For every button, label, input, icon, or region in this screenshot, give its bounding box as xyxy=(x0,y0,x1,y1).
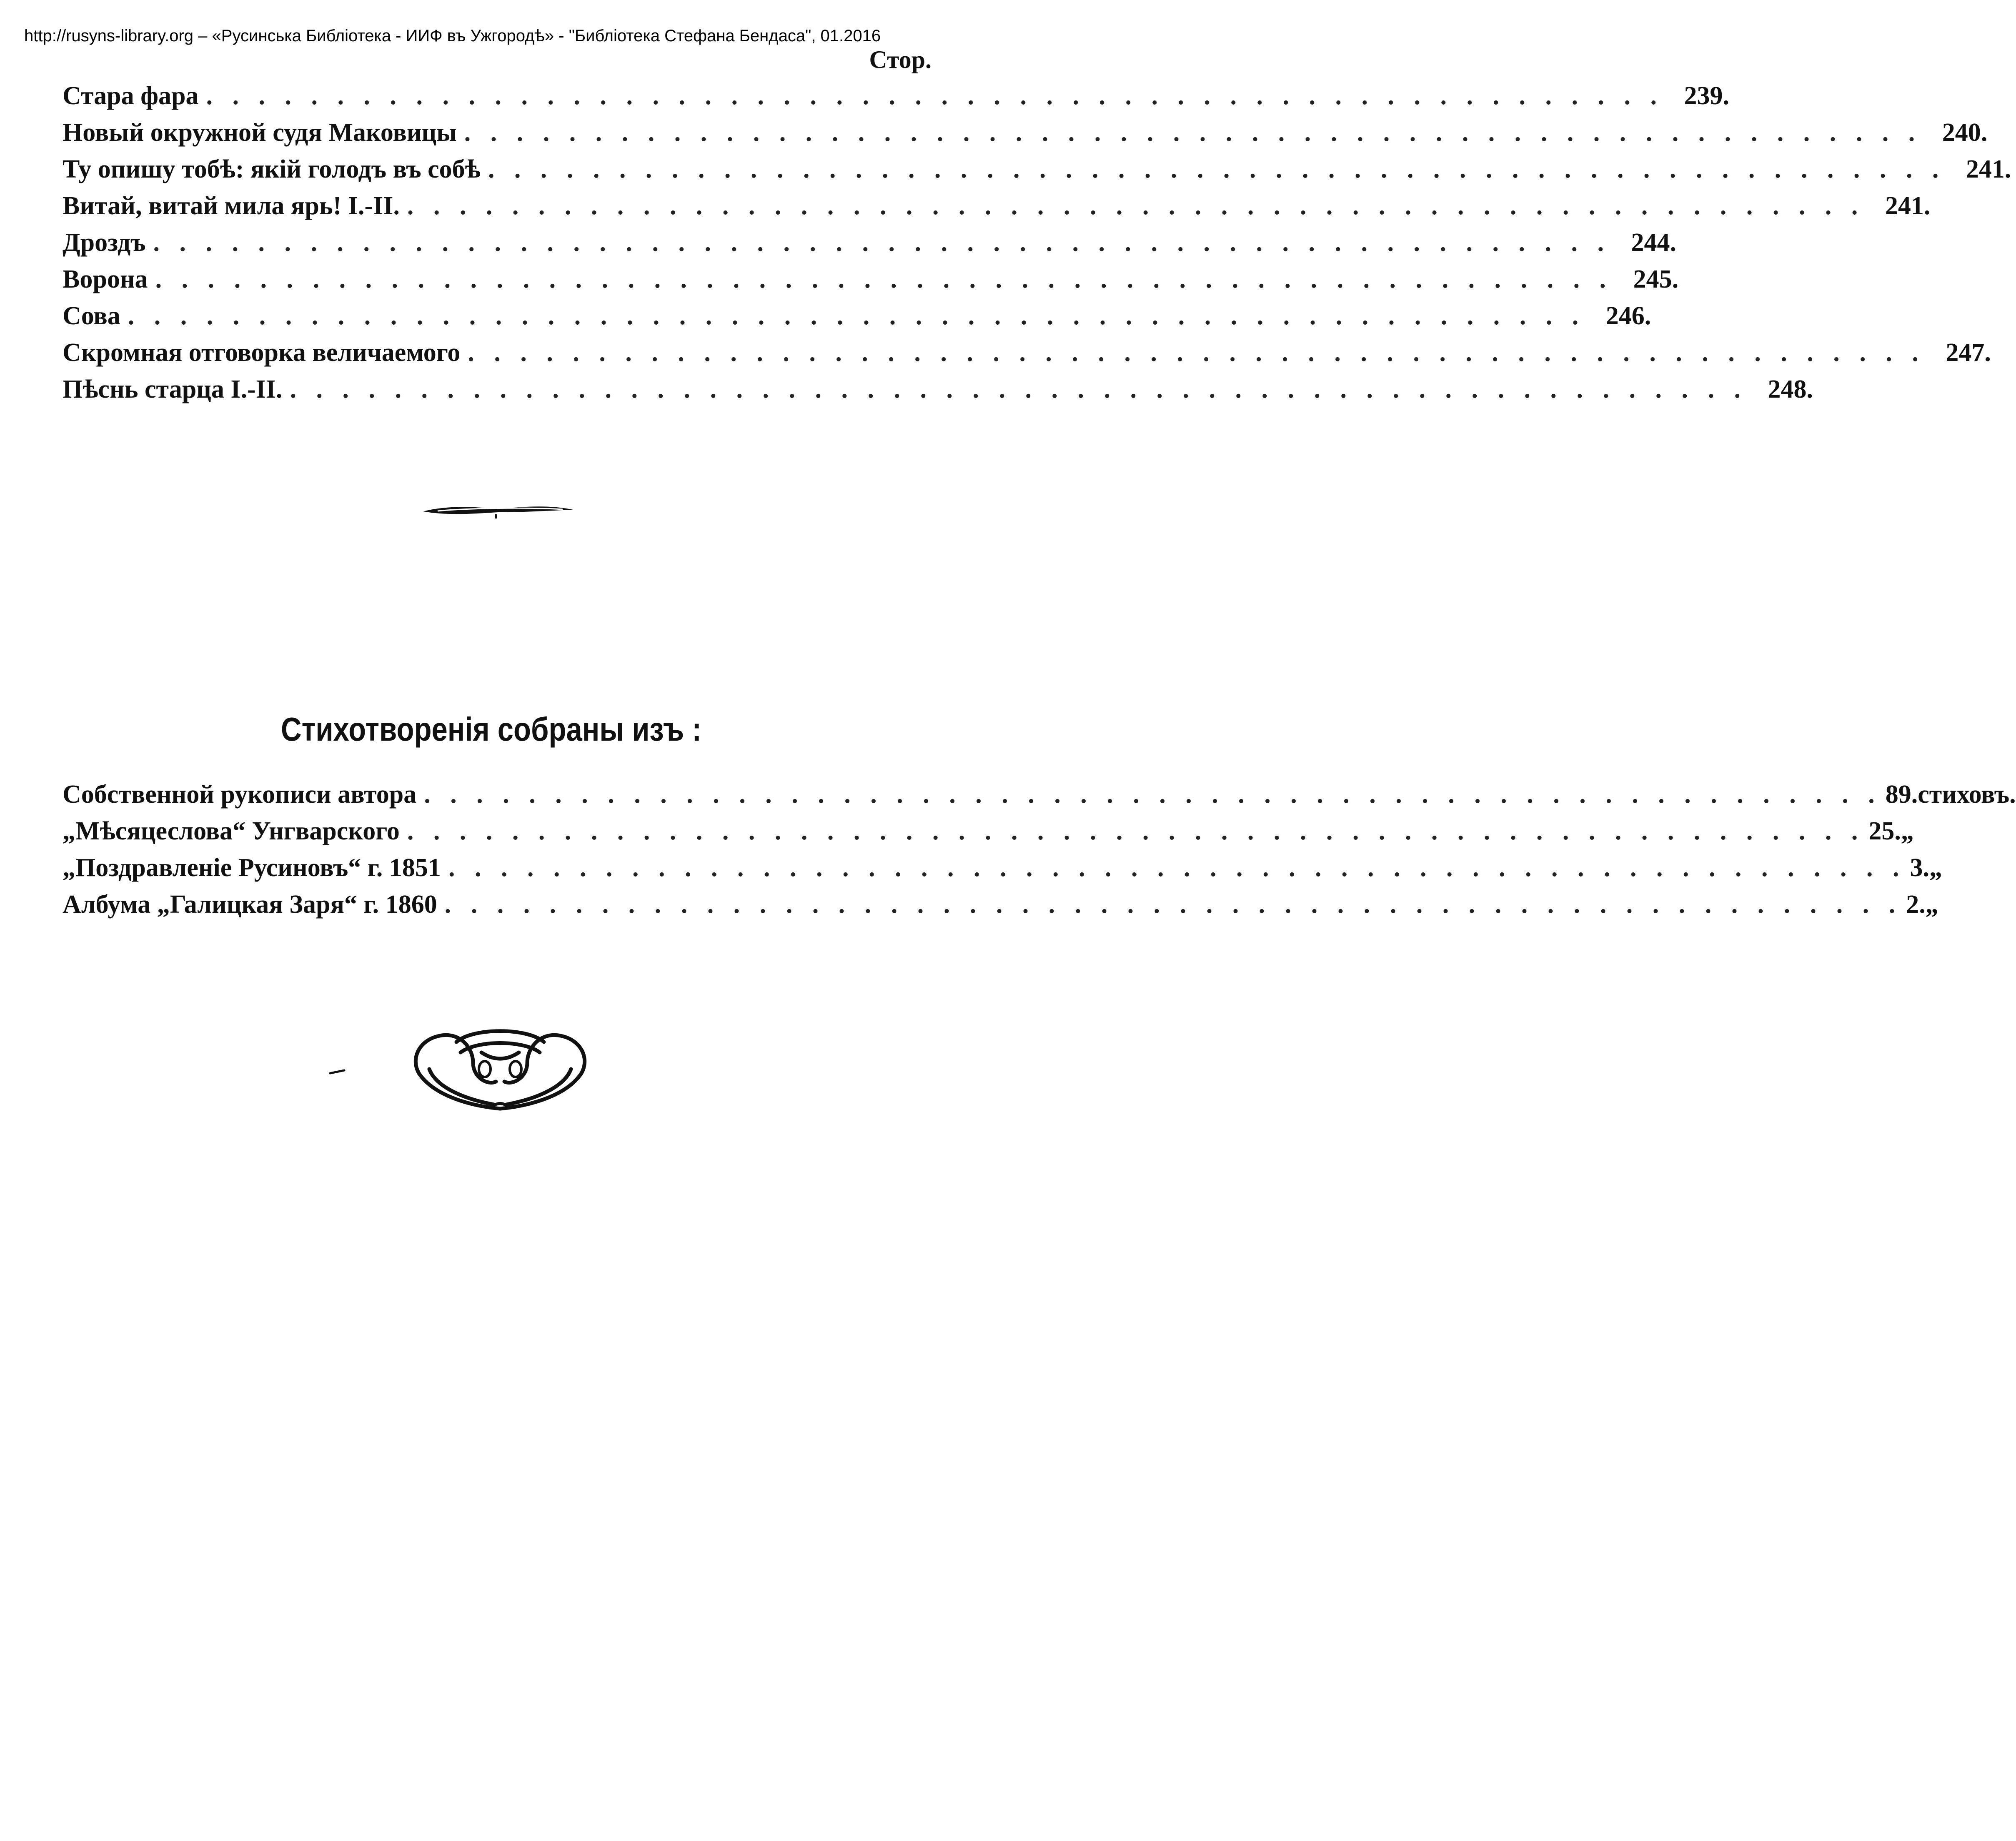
dot-leader: . . . . . . . . . . . . . . . . . . . . . . . . . . . . . . . . . . . . . . . . . . . . . . . . . . . . . . . . xyxy=(206,82,1664,110)
ink-mark xyxy=(329,1069,346,1075)
source-unit: „ xyxy=(1929,854,1942,882)
dot-leader: . . . . . . . . . . . . . . . . . . . . . . . . . . . . . . . . . . . . . . . . . . . . . . . . . . . . . . . . xyxy=(128,302,1585,330)
divider-ornament xyxy=(421,498,575,523)
sources-list xyxy=(63,776,2016,923)
source-unit: „ xyxy=(1925,890,1938,919)
dot-leader: . . . . . . . . . . . . . . . . . . . . . . . . . . . . . . . . . . . . . . . . . . . . . . . . . . . . . . . . xyxy=(444,890,1902,919)
dot-leader: . . . . . . . . . . . . . . . . . . . . . . . . . . . . . . . . . . . . . . . . . . . . . . . . . . . . . . . . xyxy=(468,338,1925,367)
source-count: 89. xyxy=(1885,780,1918,809)
dot-leader: . . . . . . . . . . . . . . . . . . . . . . . . . . . . . . . . . . . . . . . . . . . . . . . . . . . . . . . . xyxy=(407,817,1865,845)
toc-entry-page: 246. xyxy=(1605,302,1651,330)
source-entry xyxy=(63,886,1938,923)
toc-entry-page: 244. xyxy=(1631,228,1676,257)
source-count: 25. xyxy=(1868,817,1901,845)
dot-leader: . . . . . . . . . . . . . . . . . . . . . . . . . . . . . . . . . . . . . . . . . . . . . . . . . . . . . . . . xyxy=(407,192,1865,220)
toc-entry-title: Ворона xyxy=(63,265,148,293)
source-count: 3. xyxy=(1910,854,1929,882)
toc-entry xyxy=(63,298,1651,334)
toc-entry xyxy=(63,78,1730,114)
toc-entry xyxy=(63,114,1988,151)
toc-entry xyxy=(63,188,1931,224)
toc-entry-title: Скромная отговорка величаемого xyxy=(63,338,461,367)
source-entry xyxy=(63,813,1914,849)
toc-entry-page: 247. xyxy=(1946,338,1991,367)
source-count: 2. xyxy=(1906,890,1926,919)
toc-entry xyxy=(63,371,1813,408)
dot-leader: . . . . . . . . . . . . . . . . . . . . . . . . . . . . . . . . . . . . . . . . . . . . . . . . . . . . . . . . xyxy=(448,854,1906,882)
dot-leader: . . . . . . . . . . . . . . . . . . . . . . . . . . . . . . . . . . . . . . . . . . . . . . . . . . . . . . . . xyxy=(464,118,1922,147)
toc-entry xyxy=(63,334,1991,371)
toc-entry-title: Сова xyxy=(63,302,120,330)
toc-entry-page: 241. xyxy=(1885,192,1931,220)
source-unit: стиховъ. xyxy=(1918,780,2016,809)
source-title: Собственной рукописи автора xyxy=(63,780,417,809)
dot-leader: . . . . . . . . . . . . . . . . . . . . . . . . . . . . . . . . . . . . . . . . . . . . . . . . . . . . . . . . xyxy=(155,265,1613,293)
dot-leader: . . . . . . . . . . . . . . . . . . . . . . . . . . . . . . . . . . . . . . . . . . . . . . . . . . . . . . . . xyxy=(290,375,1747,403)
source-title: „Мѣсяцеслова“ Унгварского xyxy=(63,817,400,845)
table-of-contents xyxy=(63,78,2011,408)
source-unit: „ xyxy=(1901,817,1914,845)
sources-heading: Стихотворенія собраны изъ : xyxy=(280,711,702,748)
toc-entry-title: Дроздъ xyxy=(63,228,146,257)
dot-leader: . . . . . . . . . . . . . . . . . . . . . . . . . . . . . . . . . . . . . . . . . . . . . . . . . . . . . . . . xyxy=(153,228,1610,257)
toc-entry-title: Новый окружной судя Маковицы xyxy=(63,118,457,147)
dot-leader: . . . . . . . . . . . . . . . . . . . . . . . . . . . . . . . . . . . . . . . . . . . . . . . . . . . . . . . . xyxy=(488,155,1946,183)
toc-entry-title: Пѣснь старца І.-ІІ. xyxy=(63,375,283,403)
toc-entry xyxy=(63,224,1676,261)
toc-entry-page: 245. xyxy=(1633,265,1679,293)
source-entry xyxy=(63,849,1942,886)
toc-entry-title: Ту опишу тобѣ: якій голодъ въ собѣ xyxy=(63,155,481,183)
source-title: „Поздравленіе Русиновъ“ г. 1851 xyxy=(63,854,441,882)
toc-entry xyxy=(63,151,2011,188)
source-url-line: http://rusyns-library.org – «Русинська Библіотека - ИИФ въ Ужгородѣ» - "Библіотека Стефана Бендаса", 01.2016 xyxy=(24,27,881,45)
dot-leader: . . . . . . . . . . . . . . . . . . . . . . . . . . . . . . . . . . . . . . . . . . . . . . . . . . . . . . . . xyxy=(424,780,1881,809)
toc-entry-page: 241. xyxy=(1966,155,2011,183)
page-column-header: Стор. xyxy=(869,46,932,73)
source-title: Албума „Галицкая Заря“ г. 1860 xyxy=(63,890,437,919)
tailpiece-ornament xyxy=(411,1023,590,1113)
toc-entry-title: Стара фара xyxy=(63,82,199,110)
toc-entry-page: 240. xyxy=(1942,118,1988,147)
toc-entry xyxy=(63,261,1679,298)
source-entry xyxy=(63,776,2016,813)
toc-entry-page: 248. xyxy=(1768,375,1813,403)
toc-entry-title: Витай, витай мила ярь! І.-II. xyxy=(63,192,400,220)
toc-entry-page: 239. xyxy=(1684,82,1730,110)
